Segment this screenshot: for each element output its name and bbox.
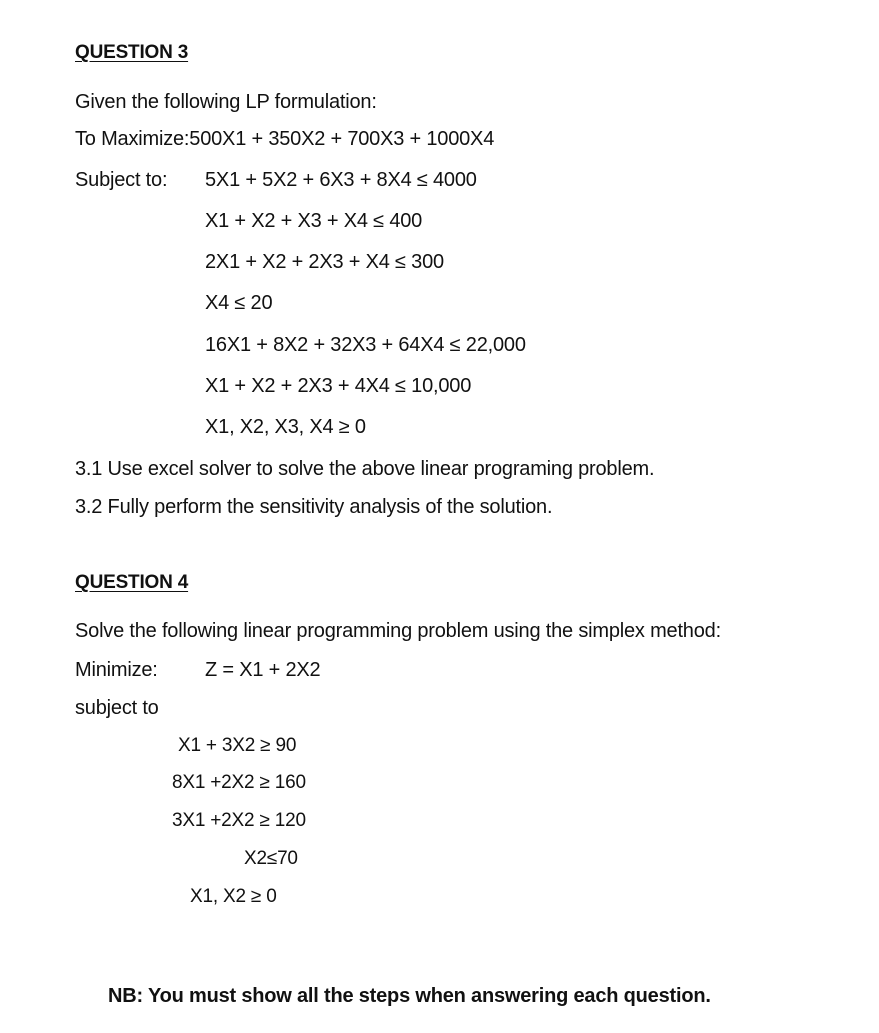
q3-constraint-1: 5X1 + 5X2 + 6X3 + 8X4 ≤ 4000	[205, 169, 477, 191]
question-3-objective: To Maximize:500X1 + 350X2 + 700X3 + 1000X4	[75, 128, 495, 150]
question-4-subject-label: subject to	[75, 697, 159, 719]
nb-note: NB: You must show all the steps when answering each question.	[108, 985, 711, 1007]
q3-constraint-4: X4 ≤ 20	[205, 292, 273, 314]
question-4-objective: Z = X1 + 2X2	[205, 659, 321, 681]
task-3-2: 3.2 Fully perform the sensitivity analysis of the solution.	[75, 496, 553, 518]
question-4-heading: QUESTION 4	[75, 572, 189, 593]
question-3-intro: Given the following LP formulation:	[75, 91, 377, 113]
q4-constraint-3: 3X1 +2X2 ≥ 120	[172, 810, 306, 831]
q3-constraint-5: 16X1 + 8X2 + 32X3 + 64X4 ≤ 22,000	[205, 334, 526, 356]
task-3-1: 3.1 Use excel solver to solve the above linear programing problem.	[75, 458, 655, 480]
question-3-subject-label: Subject to:	[75, 169, 168, 191]
question-4-intro: Solve the following linear programming problem using the simplex method:	[75, 620, 721, 642]
q4-constraint-1: X1 + 3X2 ≥ 90	[178, 735, 297, 756]
q4-constraint-2: 8X1 +2X2 ≥ 160	[172, 772, 306, 793]
question-4-objective-label: Minimize:	[75, 659, 158, 681]
q3-constraint-3: 2X1 + X2 + 2X3 + X4 ≤ 300	[205, 251, 444, 273]
q3-constraint-nonnegativity: X1, X2, X3, X4 ≥ 0	[205, 416, 366, 438]
q4-constraint-nonnegativity: X1, X2 ≥ 0	[190, 886, 277, 907]
q4-constraint-4: X2≤70	[244, 848, 298, 869]
q3-constraint-6: X1 + X2 + 2X3 + 4X4 ≤ 10,000	[205, 375, 472, 397]
q3-constraint-2: X1 + X2 + X3 + X4 ≤ 400	[205, 210, 423, 232]
question-3-heading: QUESTION 3	[75, 42, 189, 63]
